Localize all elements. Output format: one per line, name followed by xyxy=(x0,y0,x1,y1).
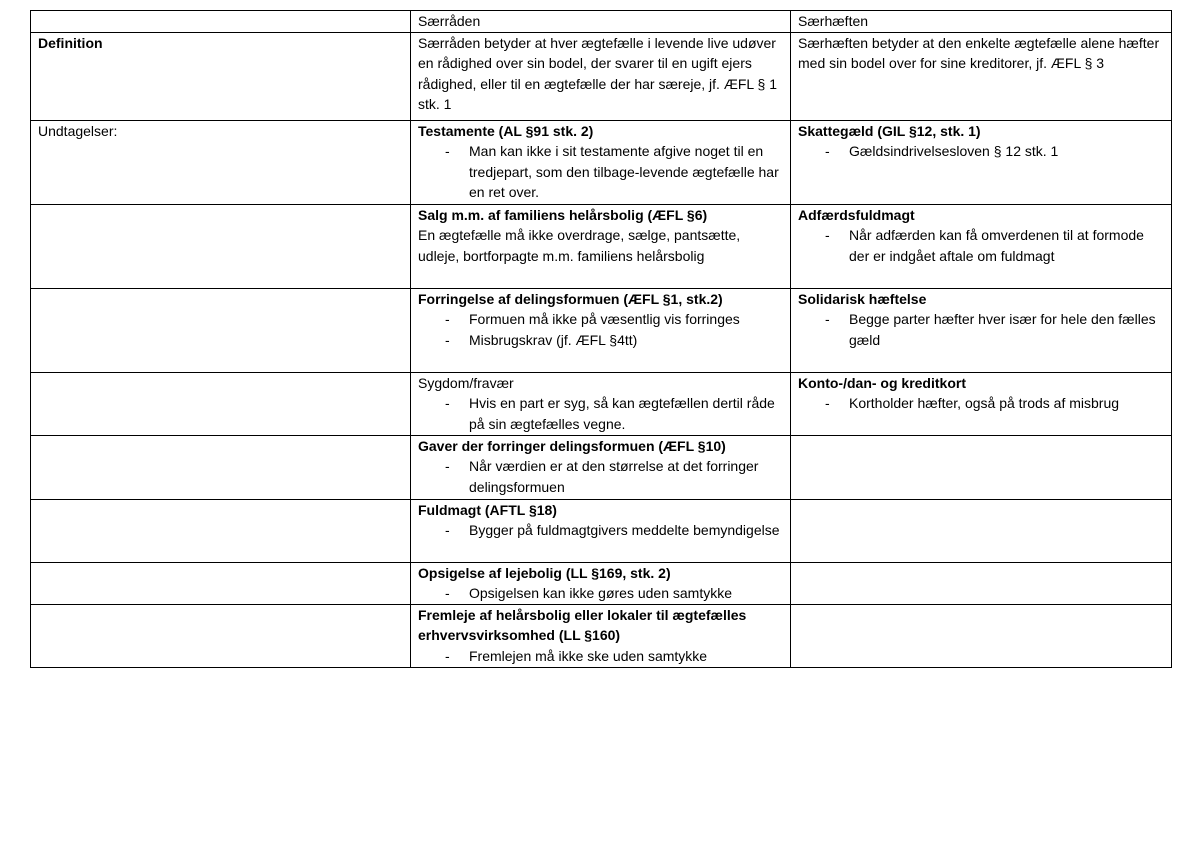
list-item xyxy=(798,309,1165,350)
table-row xyxy=(31,604,1172,667)
list-item xyxy=(418,583,784,604)
cell-title: Solidarisk hæftelse xyxy=(798,290,927,307)
list-item-text: Formuen må ikke på væsentlig vis forringes xyxy=(469,311,740,327)
left-cell xyxy=(411,120,791,204)
bullet-list xyxy=(798,141,1165,162)
list-item-text: Hvis en part er syg, så kan ægtefællen dertil råde på sin ægtefælles vegne. xyxy=(469,395,775,432)
right-cell xyxy=(791,204,1172,288)
cell-text: En ægtefælle må ikke overdrage, sælge, pantsætte, udleje, bortforpagte m.m. familiens helårsbolig xyxy=(418,227,741,264)
cell-text: Særråden betyder at hver ægtefælle i levende live udøver en rådighed over sin bodel, der svarer til en ugift ejers rådighed, eller til en ægtefælle der har særeje, jf. ÆFL § 1 stk. 1 xyxy=(418,34,777,112)
row-label xyxy=(31,435,411,499)
left-cell xyxy=(411,604,791,667)
left-cell xyxy=(411,204,791,288)
list-item xyxy=(418,309,784,330)
list-item xyxy=(798,225,1165,266)
dash-marker: - xyxy=(445,311,450,327)
bullet-list xyxy=(798,309,1165,350)
row-label: Definition xyxy=(31,32,411,120)
dash-marker: - xyxy=(445,143,450,159)
left-cell xyxy=(411,288,791,372)
row-label xyxy=(31,604,411,667)
cell-title: Salg m.m. af familiens helårsbolig (ÆFL §6) xyxy=(418,206,708,223)
bullet-list xyxy=(418,141,784,203)
table-row xyxy=(31,499,1172,562)
dash-marker: - xyxy=(445,458,450,474)
cell-title: Adfærdsfuldmagt xyxy=(798,206,915,223)
list-item-text: Kortholder hæfter, også på trods af misbrug xyxy=(849,395,1120,411)
right-cell xyxy=(791,372,1172,435)
left-cell xyxy=(411,372,791,435)
table-row xyxy=(31,435,1172,499)
row-label xyxy=(31,372,411,435)
table-row xyxy=(31,120,1172,204)
bullet-list xyxy=(798,225,1165,266)
left-cell xyxy=(411,435,791,499)
bullet-list xyxy=(418,520,784,541)
table-header-row xyxy=(31,11,1172,33)
dash-marker: - xyxy=(825,395,830,411)
dash-marker: - xyxy=(825,311,830,327)
cell-title: Forringelse af delingsformuen (ÆFL §1, stk.2) xyxy=(418,290,723,307)
right-cell xyxy=(791,288,1172,372)
right-cell xyxy=(791,32,1172,120)
dash-marker: - xyxy=(445,331,450,348)
list-item xyxy=(418,646,784,667)
right-cell-empty xyxy=(791,604,1172,667)
bullet-list xyxy=(418,456,784,497)
cell-title: Fuldmagt (AFTL §18) xyxy=(418,501,557,518)
dash-marker: - xyxy=(825,143,830,159)
list-item-text: Fremlejen må ikke ske uden samtykke xyxy=(469,647,708,664)
dash-marker: - xyxy=(445,647,450,664)
right-cell-empty xyxy=(791,562,1172,604)
list-item-text: Man kan ikke i sit testamente afgive noget til en tredjepart, som den tilbage-levende ægtefælle har en ret over. xyxy=(469,143,779,200)
row-label xyxy=(31,499,411,562)
bullet-list xyxy=(798,393,1165,414)
list-item xyxy=(418,330,784,351)
header-cell-saerhaeften: Særhæften xyxy=(791,11,1172,33)
list-item xyxy=(798,141,1165,162)
list-item-text: Gældsindrivelsesloven § 12 stk. 1 xyxy=(849,143,1059,159)
dash-marker: - xyxy=(445,395,450,411)
cell-title: Testamente (AL §91 stk. 2) xyxy=(418,122,594,139)
cell-text: Særhæften betyder at den enkelte ægtefælle alene hæfter med sin bodel over for sine kreditorer, jf. ÆFL § 3 xyxy=(798,34,1160,71)
dash-marker: - xyxy=(825,227,830,243)
list-item-text: Misbrugskrav (jf. ÆFL §4tt) xyxy=(469,331,638,348)
cell-title: Skattegæld (GIL §12, stk. 1) xyxy=(798,122,981,139)
dash-marker: - xyxy=(445,585,450,601)
table-row xyxy=(31,204,1172,288)
cell-title: Gaver der forringer delingsformuen (ÆFL §10) xyxy=(418,437,726,454)
list-item-text: Når adfærden kan få omverdenen til at formode der er indgået aftale om fuldmagt xyxy=(849,227,1144,264)
bullet-list xyxy=(418,393,784,434)
list-item-text: Opsigelsen kan ikke gøres uden samtykke xyxy=(469,585,733,601)
table-row xyxy=(31,562,1172,604)
left-cell xyxy=(411,32,791,120)
list-item xyxy=(418,393,784,434)
right-cell xyxy=(791,120,1172,204)
list-item xyxy=(418,456,784,497)
right-cell-empty xyxy=(791,499,1172,562)
left-cell xyxy=(411,499,791,562)
left-cell xyxy=(411,562,791,604)
table-row xyxy=(31,372,1172,435)
row-label xyxy=(31,288,411,372)
dash-marker: - xyxy=(445,522,450,538)
row-label xyxy=(31,562,411,604)
list-item xyxy=(418,520,784,541)
list-item xyxy=(418,141,784,203)
table-row xyxy=(31,288,1172,372)
bullet-list xyxy=(418,309,784,350)
cell-title: Opsigelse af lejebolig (LL §169, stk. 2) xyxy=(418,564,671,581)
cell-title: Sygdom/fravær xyxy=(418,374,514,391)
bullet-list xyxy=(418,583,784,604)
header-cell-saerraaden: Særråden xyxy=(411,11,791,33)
row-label: Undtagelser: xyxy=(31,120,411,204)
table-row xyxy=(31,32,1172,120)
list-item xyxy=(798,393,1165,414)
cell-title: Fremleje af helårsbolig eller lokaler til ægtefælles erhvervsvirksomhed (LL §160) xyxy=(418,606,747,643)
header-cell-empty xyxy=(31,11,411,33)
cell-title: Konto-/dan- og kreditkort xyxy=(798,374,966,391)
bullet-list xyxy=(418,646,784,667)
list-item-text: Når værdien er at den størrelse at det forringer delingsformuen xyxy=(469,458,759,495)
list-item-text: Bygger på fuldmagtgivers meddelte bemyndigelse xyxy=(469,522,780,538)
row-label xyxy=(31,204,411,288)
comparison-table xyxy=(30,10,1172,668)
list-item-text: Begge parter hæfter hver især for hele den fælles gæld xyxy=(849,311,1156,348)
right-cell-empty xyxy=(791,435,1172,499)
